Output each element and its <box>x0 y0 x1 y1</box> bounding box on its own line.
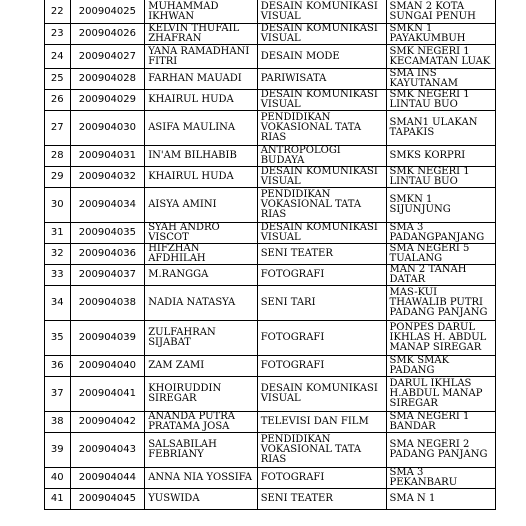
school-origin: PONPES DARUL IKHLAS H. ABDUL MANAP SIREGAR <box>386 321 495 356</box>
study-program: DESAIN KOMUNIKASI VISUAL <box>257 0 386 24</box>
row-number: 32 <box>45 244 71 265</box>
school-origin: SMA NEGERI 5 TUALANG <box>386 244 495 265</box>
table-row <box>45 167 496 188</box>
school-origin: MAN 2 TANAH DATAR <box>386 265 495 286</box>
student-id: 200904032 <box>70 167 145 188</box>
table-row <box>45 412 496 433</box>
student-id: 200904030 <box>70 111 145 146</box>
student-name: SYAH ANDRO VISCOT <box>145 223 257 244</box>
school-origin: SMK NEGERI 1 LINTAU BUO <box>386 90 495 111</box>
school-origin: SMA NEGERI 2 PADANG PANJANG <box>386 433 495 468</box>
table-row <box>45 468 496 489</box>
student-id: 200904029 <box>70 90 145 111</box>
row-number: 35 <box>45 321 71 356</box>
student-id: 200904036 <box>70 244 145 265</box>
school-origin: SMA NEGERI 1 BANDAR <box>386 412 495 433</box>
study-program: DESAIN KOMUNIKASI VISUAL <box>257 377 386 412</box>
table-row <box>45 146 496 167</box>
row-number: 24 <box>45 45 71 69</box>
row-number: 40 <box>45 468 71 489</box>
student-id: 200904037 <box>70 265 145 286</box>
study-program: SENI TEATER <box>257 244 386 265</box>
row-number: 26 <box>45 90 71 111</box>
student-name: IN'AM BILHABIB <box>145 146 257 167</box>
row-number: 25 <box>45 69 71 90</box>
table-row <box>45 433 496 468</box>
study-program: PENDIDIKAN VOKASIONAL TATA RIAS <box>257 188 386 223</box>
student-id: 200904035 <box>70 223 145 244</box>
study-program: DESAIN KOMUNIKASI VISUAL <box>257 167 386 188</box>
student-id: 200904031 <box>70 146 145 167</box>
study-program: PARIWISATA <box>257 69 386 90</box>
row-number: 41 <box>45 489 71 510</box>
student-name: ASIFA MAULINA <box>145 111 257 146</box>
student-name: ANANDA PUTRA PRATAMA JOSA <box>145 412 257 433</box>
study-program: DESAIN KOMUNIKASI VISUAL <box>257 90 386 111</box>
student-name: KHOIRUDDIN SIREGAR <box>145 377 257 412</box>
study-program: DESAIN KOMUNIKASI VISUAL <box>257 223 386 244</box>
table-row <box>45 286 496 321</box>
row-number: 27 <box>45 111 71 146</box>
school-origin: SMA 3 PEKANBARU <box>386 468 495 489</box>
table-row <box>45 111 496 146</box>
student-name: YANA RAMADHANI FITRI <box>145 45 257 69</box>
student-name: ZULFAHRAN SIJABAT <box>145 321 257 356</box>
school-origin: SMA N 1 <box>386 489 495 510</box>
row-number: 34 <box>45 286 71 321</box>
table-row <box>45 24 496 45</box>
student-id: 200904040 <box>70 356 145 377</box>
school-origin: MAS-KUI THAWALIB PUTRI PADANG PANJANG <box>386 286 495 321</box>
student-name: FARHAN MAUADI <box>145 69 257 90</box>
row-number: 36 <box>45 356 71 377</box>
study-program: ANTROPOLOGI BUDAYA <box>257 146 386 167</box>
student-id: 200904039 <box>70 321 145 356</box>
table-row <box>45 90 496 111</box>
study-program: DESAIN KOMUNIKASI VISUAL <box>257 24 386 45</box>
table-row <box>45 377 496 412</box>
row-number: 28 <box>45 146 71 167</box>
student-id: 200904042 <box>70 412 145 433</box>
table-row <box>45 489 496 510</box>
student-name: KHAIRUL HUDA <box>145 90 257 111</box>
student-name: MUHAMMAD IKHWAN <box>145 0 257 24</box>
student-id: 200904026 <box>70 24 145 45</box>
student-name: AISYA AMINI <box>145 188 257 223</box>
study-program: PENDIDIKAN VOKASIONAL TATA RIAS <box>257 111 386 146</box>
study-program: DESAIN MODE <box>257 45 386 69</box>
study-program: PENDIDIKAN VOKASIONAL TATA RIAS <box>257 433 386 468</box>
table-row <box>45 265 496 286</box>
student-name: M.RANGGA <box>145 265 257 286</box>
school-origin: SMKN 1 PAYAKUMBUH <box>386 24 495 45</box>
table-row <box>45 0 496 24</box>
row-number: 33 <box>45 265 71 286</box>
student-table-body <box>45 0 496 510</box>
study-program: FOTOGRAFI <box>257 265 386 286</box>
student-id: 200904034 <box>70 188 145 223</box>
student-name: ZAM ZAMI <box>145 356 257 377</box>
study-program: FOTOGRAFI <box>257 321 386 356</box>
student-id: 200904038 <box>70 286 145 321</box>
student-name: SALSABILAH FEBRIANY <box>145 433 257 468</box>
row-number: 37 <box>45 377 71 412</box>
student-id: 200904043 <box>70 433 145 468</box>
school-origin: SMAN1 ULAKAN TAPAKIS <box>386 111 495 146</box>
table-row <box>45 188 496 223</box>
student-name: KHAIRUL HUDA <box>145 167 257 188</box>
row-number: 39 <box>45 433 71 468</box>
student-name: ANNA NIA YOSSIFA <box>145 468 257 489</box>
school-origin: SMA 3 PADANGPANJANG <box>386 223 495 244</box>
school-origin: SMK NEGERI 1 LINTAU BUO <box>386 167 495 188</box>
student-name: KELVIN THUFAIL ZHAFRAN <box>145 24 257 45</box>
school-origin: SMA INS KAYUTANAM <box>386 69 495 90</box>
row-number: 22 <box>45 0 71 24</box>
student-table <box>44 0 496 510</box>
student-name: HIFZHAN AFDHILAH <box>145 244 257 265</box>
study-program: FOTOGRAFI <box>257 356 386 377</box>
table-row <box>45 69 496 90</box>
school-origin: SMK SMAK PADANG <box>386 356 495 377</box>
table-row <box>45 321 496 356</box>
student-id: 200904027 <box>70 45 145 69</box>
row-number: 38 <box>45 412 71 433</box>
student-id: 200904025 <box>70 0 145 24</box>
student-id: 200904044 <box>70 468 145 489</box>
study-program: FOTOGRAFI <box>257 468 386 489</box>
study-program: SENI TEATER <box>257 489 386 510</box>
table-row <box>45 223 496 244</box>
table-row <box>45 356 496 377</box>
school-origin: DARUL IKHLAS H.ABDUL MANAP SIREGAR <box>386 377 495 412</box>
school-origin: SMK NEGERI 1 KECAMATAN LUAK <box>386 45 495 69</box>
school-origin: SMKS KORPRI <box>386 146 495 167</box>
row-number: 29 <box>45 167 71 188</box>
table-row <box>45 244 496 265</box>
school-origin: SMAN 2 KOTA SUNGAI PENUH <box>386 0 495 24</box>
row-number: 30 <box>45 188 71 223</box>
student-name: YUSWIDA <box>145 489 257 510</box>
row-number: 23 <box>45 24 71 45</box>
school-origin: SMKN 1 SIJUNJUNG <box>386 188 495 223</box>
study-program: SENI TARI <box>257 286 386 321</box>
student-name: NADIA NATASYA <box>145 286 257 321</box>
study-program: TELEVISI DAN FILM <box>257 412 386 433</box>
table-row <box>45 45 496 69</box>
student-id: 200904041 <box>70 377 145 412</box>
student-id: 200904045 <box>70 489 145 510</box>
row-number: 31 <box>45 223 71 244</box>
student-id: 200904028 <box>70 69 145 90</box>
